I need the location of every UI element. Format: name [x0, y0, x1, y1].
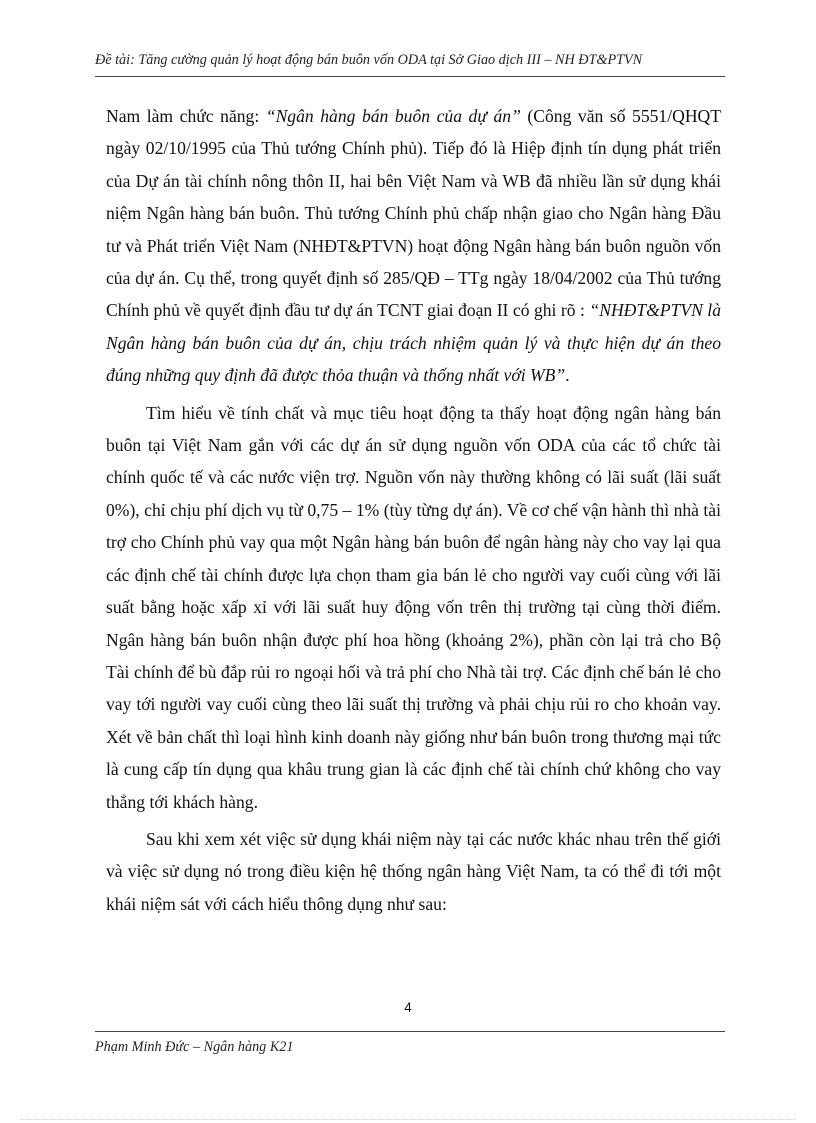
- running-footer: Phạm Minh Đức – Ngân hàng K21: [95, 1039, 294, 1055]
- quote-decision-285: “NHĐT&PTVN là Ngân hàng bán buôn của dự án, chịu trách nhiệm quản lý và thực hiện dự án theo đúng những quy định đã được thỏa thuận và thống nhất với WB”: [106, 300, 721, 386]
- document-body: [106, 100, 721, 920]
- paragraph-1-text-a: Nam làm chức năng:: [106, 106, 266, 126]
- running-header: Đề tài: Tăng cường quản lý hoạt động bán buôn vốn ODA tại Sở Giao dịch III – NH ĐT&PTVN: [95, 52, 643, 68]
- header-divider: [95, 76, 725, 77]
- paragraph-1: [106, 100, 721, 392]
- paragraph-1-text-b: (Công văn số 5551/QHQT ngày 02/10/1995 của Thủ tướng Chính phủ). Tiếp đó là Hiệp định tín dụng phát triển của Dự án tài chính nông thôn II, hai bên Việt Nam và WB đã nhiều lần sử dụng khái niệm Ngân hàng bán buôn. Thủ tướng Chính phủ chấp nhận giao cho Ngân hàng Đầu tư và Phát triển Việt Nam (NHĐT&PTVN) hoạt động Ngân hàng bán buôn nguồn vốn của dự án. Cụ thể, trong quyết định số 285/QĐ – TTg ngày 18/04/2002 của Thủ tướng Chính phủ về quyết định đầu tư dự án TCNT giai đoạn II có ghi rõ :: [106, 106, 721, 321]
- paragraph-1-text-c: .: [565, 365, 570, 386]
- page-bottom-edge: [20, 1119, 796, 1120]
- paragraph-3: Sau khi xem xét việc sử dụng khái niệm này tại các nước khác nhau trên thế giới và việc sử dụng nó trong điều kiện hệ thống ngân hàng Việt Nam, ta có thể đi tới một khái niệm sát với cách hiểu thông dụng như sau:: [106, 828, 721, 914]
- page-number: 4: [404, 1000, 412, 1015]
- footer-divider: [95, 1031, 725, 1032]
- quote-wholesale-bank: “Ngân hàng bán buôn của dự án”: [265, 106, 521, 126]
- paragraph-2: Tìm hiểu về tính chất và mục tiêu hoạt động ta thấy hoạt động ngân hàng bán buôn tại Việt Nam gắn với các dự án sử dụng nguồn vốn ODA của các tổ chức tài chính quốc tế và các nước viện trợ. Nguồn vốn này thường không có lãi suất (lãi suất 0%), chỉ chịu phí dịch vụ từ 0,75 – 1% (tùy từng dự án). Về cơ chế vận hành thì nhà tài trợ cho Chính phủ vay qua một Ngân hàng bán buôn để ngân hàng này cho vay lại qua các định chế tài chính được lựa chọn tham gia bán lẻ cho người vay cuối cùng với lãi suất bằng hoặc xấp xỉ với lãi suất huy động vốn trên thị trường tại cùng thời điểm. Ngân hàng bán buôn nhận được phí hoa hồng (khoảng 2%), phần còn lại trả cho Bộ Tài chính để bù đắp rủi ro ngoại hối và trả phí cho Nhà tài trợ. Các định chế bán lẻ cho vay tới người vay cuối cùng theo lãi suất thị trường và phải chịu rủi ro cho khoản vay. Xét về bản chất thì loại hình kinh doanh này giống như bán buôn trong thương mại tức là cung cấp tín dụng qua khâu trung gian là các định chế tài chính chứ không cho vay thẳng tới khách hàng.: [106, 402, 721, 812]
